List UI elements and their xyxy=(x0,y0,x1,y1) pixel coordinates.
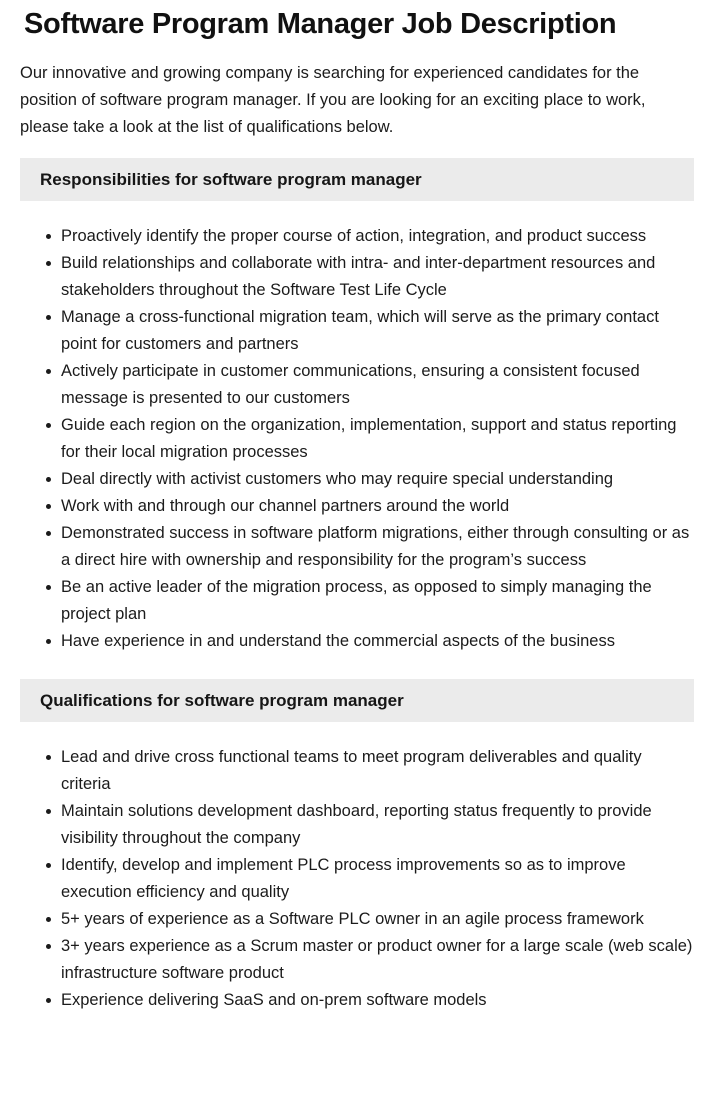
list-item: Deal directly with activist customers who may require special understanding xyxy=(61,466,694,493)
list-item: Manage a cross-functional migration team, which will serve as the primary contact point for customers and partners xyxy=(61,304,694,358)
list-item: Demonstrated success in software platform migrations, either through consulting or as a direct hire with ownership and responsibility for the program’s success xyxy=(61,520,694,574)
list-item: Have experience in and understand the commercial aspects of the business xyxy=(61,628,694,655)
qualifications-heading: Qualifications for software program manager xyxy=(20,679,694,722)
list-item: Build relationships and collaborate with intra- and inter-department resources and stakeholders throughout the Software Test Life Cycle xyxy=(61,250,694,304)
qualifications-list xyxy=(20,744,694,1014)
list-item: 5+ years of experience as a Software PLC owner in an agile process framework xyxy=(61,906,694,933)
responsibilities-section xyxy=(20,158,694,655)
list-item: Work with and through our channel partners around the world xyxy=(61,493,694,520)
list-item: Lead and drive cross functional teams to meet program deliverables and quality criteria xyxy=(61,744,694,798)
list-item: Guide each region on the organization, implementation, support and status reporting for their local migration processes xyxy=(61,412,694,466)
responsibilities-list xyxy=(20,223,694,655)
page-title: Software Program Manager Job Description xyxy=(24,8,617,40)
list-item: Identify, develop and implement PLC process improvements so as to improve execution efficiency and quality xyxy=(61,852,694,906)
qualifications-section xyxy=(20,679,694,1014)
list-item: Maintain solutions development dashboard, reporting status frequently to provide visibility throughout the company xyxy=(61,798,694,852)
intro-paragraph: Our innovative and growing company is searching for experienced candidates for the position of software program manager. If you are looking for an exciting place to work, please take a look at the list of qualifications below. xyxy=(20,64,646,137)
list-item: Actively participate in customer communications, ensuring a consistent focused message is presented to our customers xyxy=(61,358,694,412)
responsibilities-heading: Responsibilities for software program manager xyxy=(20,158,694,201)
list-item: 3+ years experience as a Scrum master or product owner for a large scale (web scale) infrastructure software product xyxy=(61,933,694,987)
list-item: Be an active leader of the migration process, as opposed to simply managing the project plan xyxy=(61,574,694,628)
list-item: Experience delivering SaaS and on-prem software models xyxy=(61,987,694,1014)
list-item: Proactively identify the proper course of action, integration, and product success xyxy=(61,223,694,250)
